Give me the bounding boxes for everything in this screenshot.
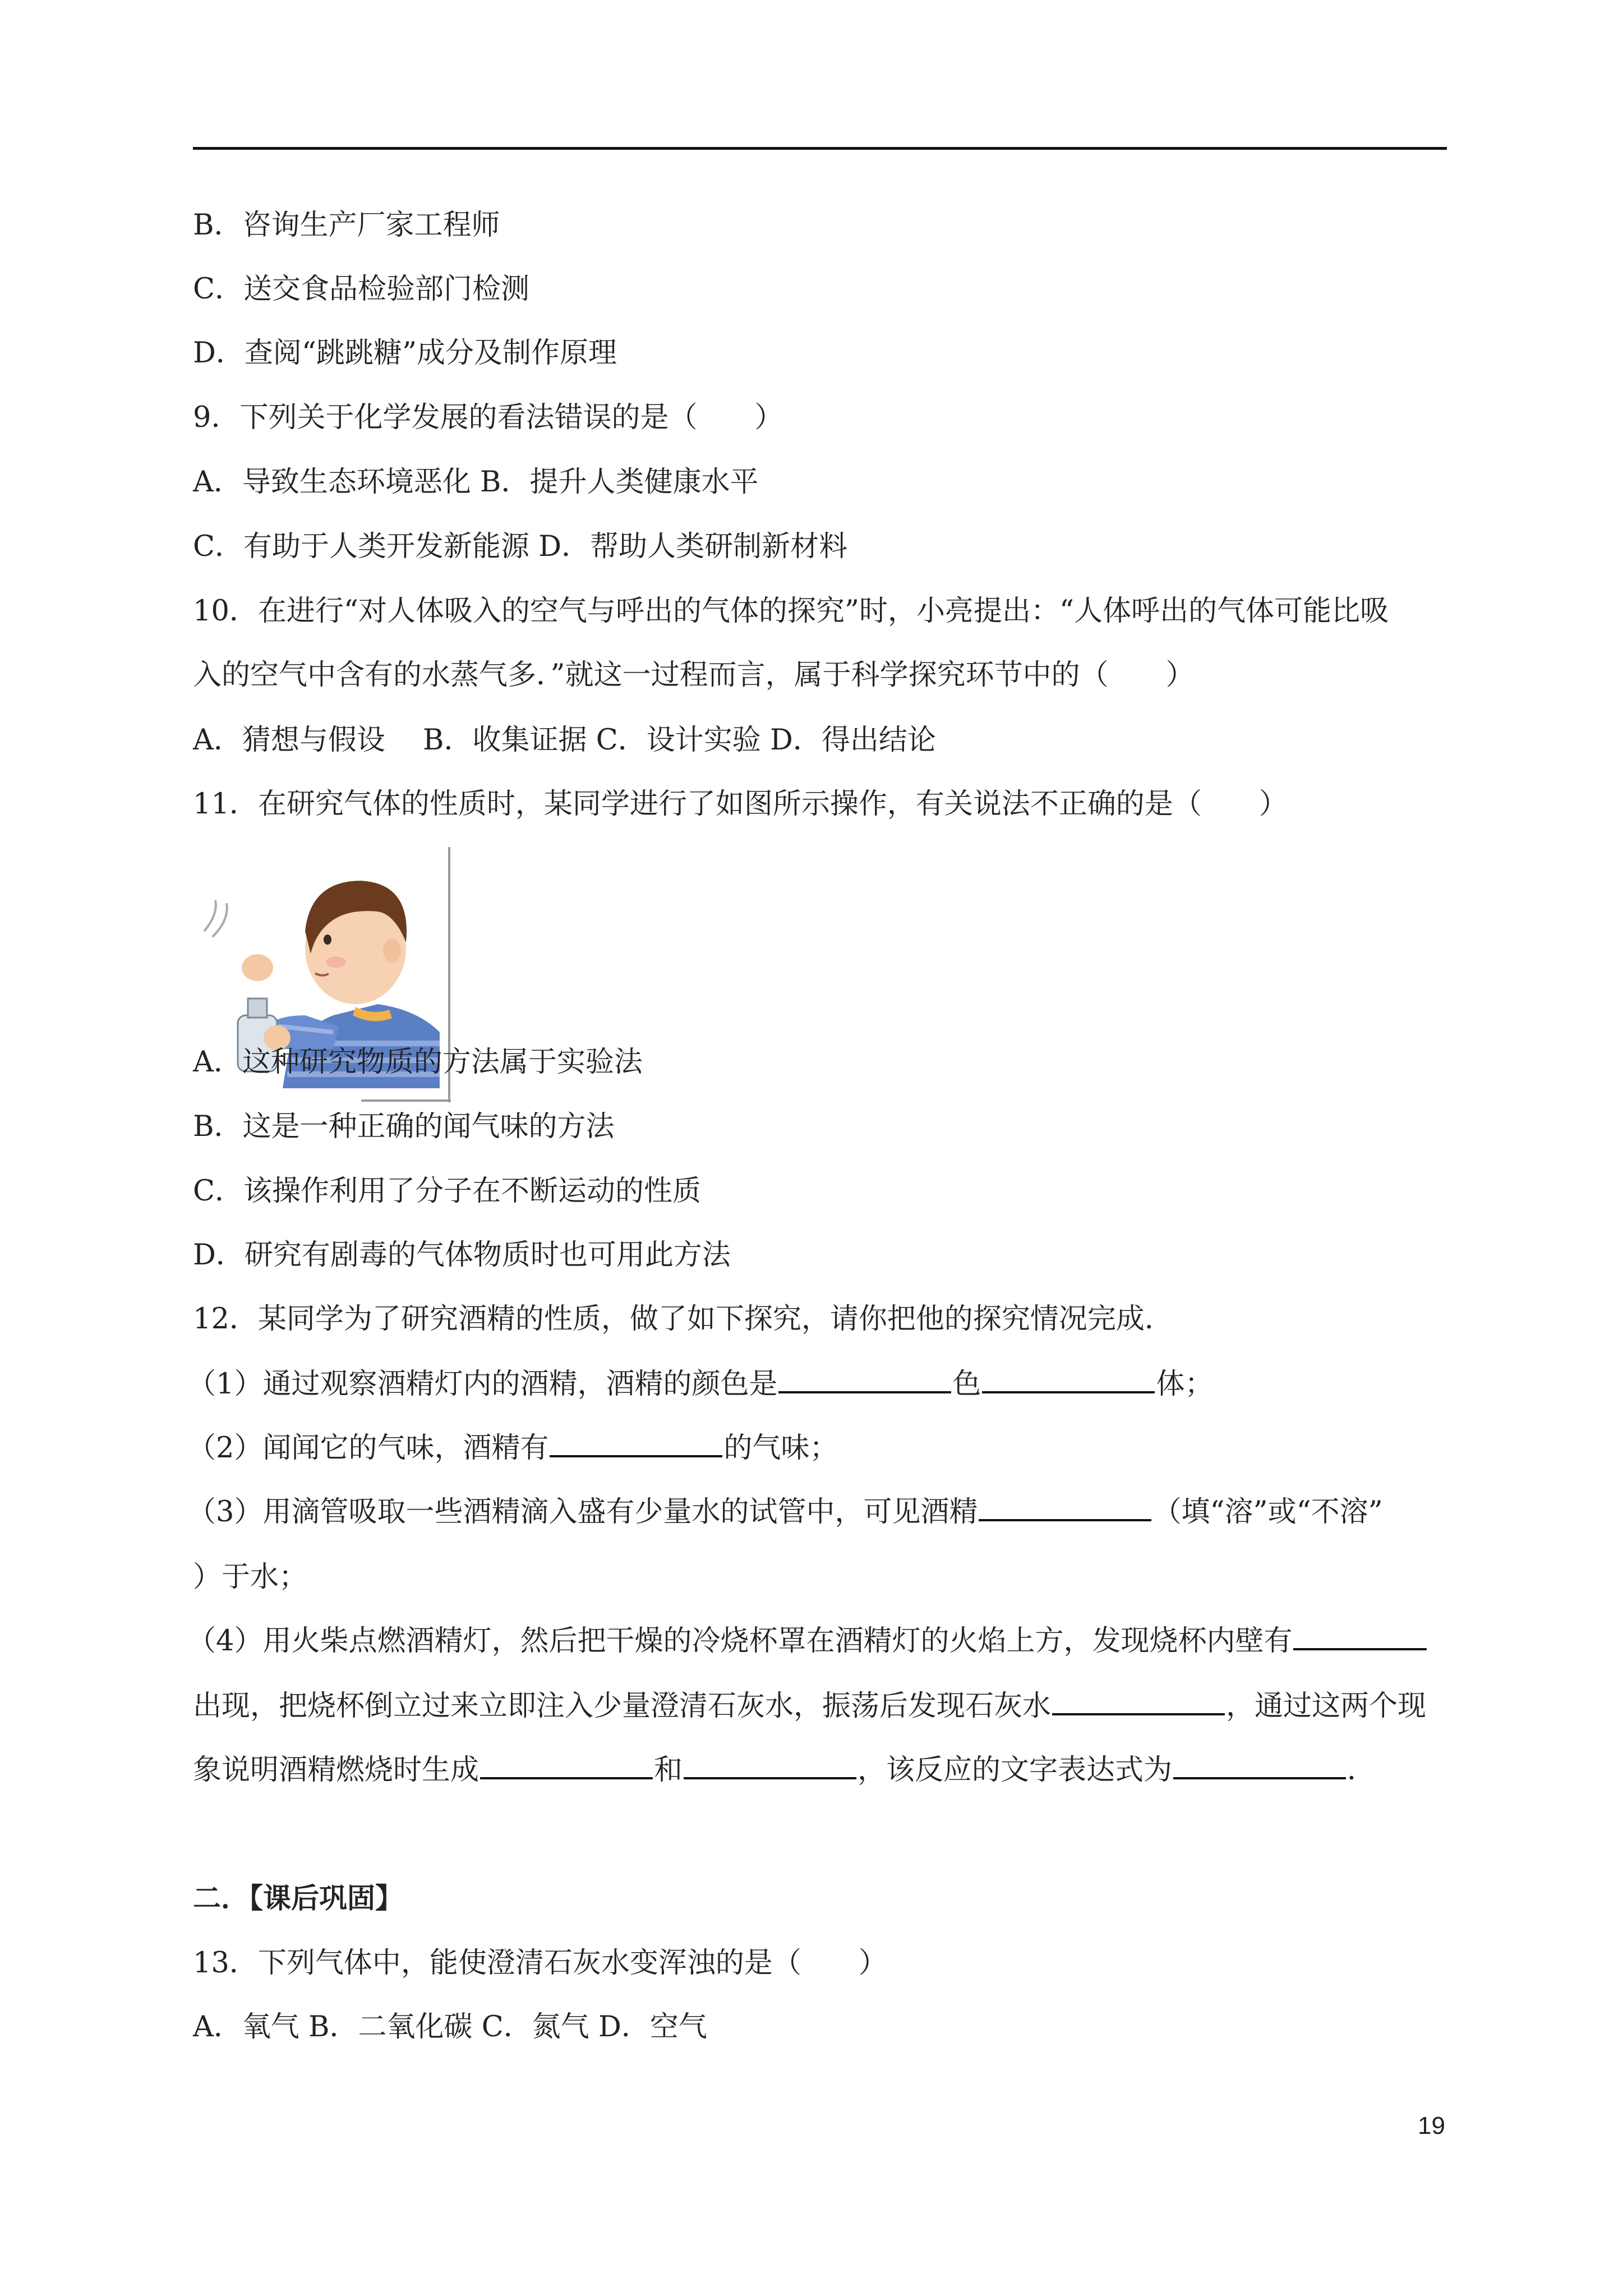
question-11-option-a: A．这种研究物质的方法属于实验法 bbox=[193, 1046, 643, 1079]
question-10-line-1: 10．在进行“对人体吸入的空气与呼出的气体的探究”时，小亮提出：“人体呼出的气体可能比吸 bbox=[193, 595, 1389, 628]
question-9-options-ab: A．导致生态环境恶化 B．提升人类健康水平 bbox=[193, 466, 759, 499]
q12-part1-text-c: 体； bbox=[1156, 1368, 1214, 1401]
question-12-part-4-line-3 bbox=[193, 1752, 1376, 1788]
question-11: 11．在研究气体的性质时，某同学进行了如图所示操作，有关说法不正确的是（ ） bbox=[193, 788, 1288, 821]
fill-blank[interactable] bbox=[778, 1366, 951, 1393]
question-12: 12．某同学为了研究酒精的性质，做了如下探究，请你把他的探究情况完成． bbox=[193, 1303, 1173, 1336]
question-12-part-2 bbox=[187, 1430, 838, 1466]
question-12-part-4-line-1 bbox=[187, 1623, 1428, 1659]
question-10-line-2: 入的空气中含有的水蒸气多．”就这一过程而言，属于科学探究环节中的（ ） bbox=[193, 659, 1195, 692]
q12-part4-text-c: ，通过这两个现 bbox=[1226, 1690, 1427, 1723]
question-12-part-4-line-2 bbox=[193, 1688, 1426, 1724]
fill-blank[interactable] bbox=[684, 1752, 856, 1779]
q12-part4-text-d: 象说明酒精燃烧时生成 bbox=[193, 1754, 479, 1787]
q12-part4-text-e: 和 bbox=[654, 1754, 683, 1787]
fill-blank[interactable] bbox=[982, 1366, 1155, 1393]
question-12-part-1 bbox=[187, 1366, 1213, 1402]
fill-blank[interactable] bbox=[1293, 1623, 1427, 1650]
q12-part3-text-b: （填“溶”或“不溶” bbox=[1152, 1496, 1383, 1529]
option-d-line: D．查阅“跳跳糖”成分及制作原理 bbox=[193, 337, 617, 370]
question-11-option-d: D．研究有剧毒的气体物质时也可用此方法 bbox=[193, 1239, 731, 1272]
q12-part4-text-f: ，该反应的文字表达式为 bbox=[857, 1754, 1173, 1787]
q12-part2-text-b: 的气味； bbox=[723, 1432, 838, 1465]
option-c-line: C．送交食品检验部门检测 bbox=[193, 273, 530, 306]
fill-blank[interactable] bbox=[1173, 1752, 1346, 1779]
fill-blank[interactable] bbox=[1052, 1688, 1225, 1715]
question-13: 13．下列气体中，能使澄清石灰水变浑浊的是（ ） bbox=[193, 1947, 887, 1980]
question-12-part-3 bbox=[187, 1494, 1383, 1530]
question-11-option-c: C．该操作利用了分子在不断运动的性质 bbox=[193, 1175, 702, 1208]
option-b-line: B．咨询生产厂家工程师 bbox=[193, 209, 500, 242]
q12-part4-text-a: （4）用火柴点燃酒精灯，然后把干燥的冷烧杯罩在酒精灯的火焰上方，发现烧杯内壁有 bbox=[187, 1625, 1293, 1658]
page-number: 19 bbox=[1418, 2112, 1445, 2139]
q12-part3-text-a: （3）用滴管吸取一些酒精滴入盛有少量水的试管中，可见酒精 bbox=[187, 1496, 978, 1529]
q12-part1-text-a: （1）通过观察酒精灯内的酒精，酒精的颜色是 bbox=[187, 1368, 778, 1401]
question-11-option-b: B．这是一种正确的闻气味的方法 bbox=[193, 1110, 615, 1143]
question-12-part-3-cont: ）于水； bbox=[193, 1561, 308, 1594]
q12-part4-text-g: ． bbox=[1347, 1754, 1376, 1787]
question-10-options: A．猜想与假设 B．收集证据 C．设计实验 D．得出结论 bbox=[193, 724, 936, 757]
q12-part2-text-a: （2）闻闻它的气味，酒精有 bbox=[187, 1432, 549, 1465]
question-13-options: A．氧气 B．二氧化碳 C．氮气 D．空气 bbox=[193, 2010, 707, 2044]
section-heading: 二．【课后巩固】 bbox=[193, 1882, 403, 1915]
question-9-options-cd: C．有助于人类开发新能源 D．帮助人类研制新材料 bbox=[193, 530, 848, 563]
fill-blank[interactable] bbox=[979, 1494, 1151, 1521]
fill-blank[interactable] bbox=[550, 1430, 722, 1457]
header-rule bbox=[193, 147, 1447, 150]
q12-part1-text-b: 色 bbox=[952, 1368, 981, 1401]
q12-part4-text-b: 出现，把烧杯倒立过来立即注入少量澄清石灰水，振荡后发现石灰水 bbox=[193, 1690, 1052, 1723]
question-9: 9．下列关于化学发展的看法错误的是（ ） bbox=[193, 401, 783, 434]
fill-blank[interactable] bbox=[480, 1752, 653, 1779]
